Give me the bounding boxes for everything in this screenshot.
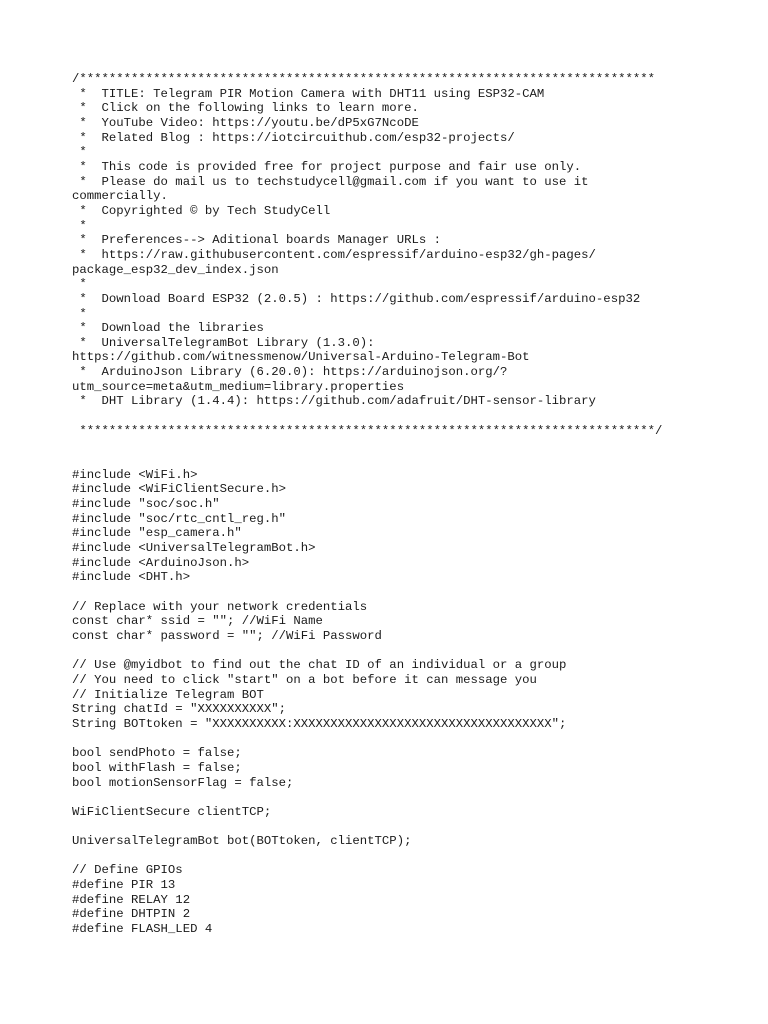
code-line: https://github.com/witnessmenow/Universal-Arduino-Telegram-Bot (72, 350, 530, 365)
code-line: #include "soc/rtc_cntl_reg.h" (72, 511, 287, 526)
code-line (72, 732, 752, 747)
code-line: String BOTtoken = "XXXXXXXXXX:XXXXXXXXXXXXXXXXXXXXXXXXXXXXXXXXXXX"; (72, 716, 567, 731)
code-line: #define PIR 13 (72, 878, 176, 893)
code-line: * Download Board ESP32 (2.0.5) : https://github.com/espressif/arduino-esp32 (72, 291, 641, 306)
code-line: * (72, 145, 87, 160)
code-line: // Use @myidbot to find out the chat ID of an individual or a group (72, 658, 567, 673)
code-line: #define RELAY 12 (72, 892, 191, 907)
code-line (72, 438, 752, 453)
code-line: ******************************************************************************/ (72, 423, 663, 438)
code-line: const char* ssid = ""; //WiFi Name (72, 614, 323, 629)
code-line: * YouTube Video: https://youtu.be/dP5xG7NcoDE (72, 115, 419, 130)
code-line: * Related Blog : https://iotcircuithub.com/esp32-projects/ (72, 130, 515, 145)
code-line: #include "esp_camera.h" (72, 526, 242, 541)
code-line: #include "soc/soc.h" (72, 497, 220, 512)
code-line: // Define GPIOs (72, 863, 183, 878)
code-line (72, 453, 752, 468)
code-line: * UniversalTelegramBot Library (1.3.0): (72, 335, 375, 350)
code-line: // You need to click "start" on a bot before it can message you (72, 672, 537, 687)
code-line: * ArduinoJson Library (6.20.0): https://arduinojson.org/? (72, 365, 508, 380)
code-line (72, 585, 752, 600)
code-line: * This code is provided free for project purpose and fair use only. (72, 159, 582, 174)
code-line (72, 790, 752, 805)
code-line: * Download the libraries (72, 321, 264, 336)
code-line: #include <ArduinoJson.h> (72, 555, 250, 570)
code-line (72, 819, 752, 834)
code-line: /****************************************************************************** (72, 72, 655, 86)
code-line: #define FLASH_LED 4 (72, 922, 213, 937)
code-line: * (72, 306, 87, 321)
code-line: * Preferences--> Aditional boards Manager URLs : (72, 233, 441, 248)
code-line: UniversalTelegramBot bot(BOTtoken, clientTCP); (72, 834, 412, 849)
code-line (72, 409, 752, 424)
code-line: * (72, 277, 87, 292)
code-line: WiFiClientSecure clientTCP; (72, 804, 272, 819)
code-line: bool sendPhoto = false; (72, 746, 242, 761)
code-line: #define DHTPIN 2 (72, 907, 191, 922)
code-line: // Initialize Telegram BOT (72, 687, 264, 702)
code-line: * (72, 218, 87, 233)
code-line: * DHT Library (1.4.4): https://github.com/adafruit/DHT-sensor-library (72, 394, 596, 409)
code-document (72, 72, 752, 937)
code-line: // Replace with your network credentials (72, 599, 368, 614)
code-body (72, 72, 752, 937)
code-line: #include <DHT.h> (72, 570, 191, 585)
code-line: * https://raw.githubusercontent.com/espressif/arduino-esp32/gh-pages/ (72, 247, 596, 262)
code-line: const char* password = ""; //WiFi Password (72, 628, 382, 643)
code-line: String chatId = "XXXXXXXXXX"; (72, 702, 287, 717)
code-line (72, 644, 752, 659)
code-line: #include <WiFiClientSecure.h> (72, 482, 287, 497)
code-line: commercially. (72, 189, 168, 204)
code-line: package_esp32_dev_index.json (72, 262, 279, 277)
code-line: * Please do mail us to techstudycell@gmail.com if you want to use it (72, 174, 589, 189)
code-line (72, 849, 752, 864)
code-line: * TITLE: Telegram PIR Motion Camera with DHT11 using ESP32-CAM (72, 86, 545, 101)
code-line: * Click on the following links to learn more. (72, 101, 419, 116)
code-line: #include <UniversalTelegramBot.h> (72, 541, 316, 555)
code-line: #include <WiFi.h> (72, 467, 198, 482)
code-line: bool withFlash = false; (72, 760, 242, 775)
code-line: * Copyrighted © by Tech StudyCell (72, 203, 331, 218)
code-line: utm_source=meta&utm_medium=library.properties (72, 379, 405, 394)
code-line: bool motionSensorFlag = false; (72, 775, 294, 790)
